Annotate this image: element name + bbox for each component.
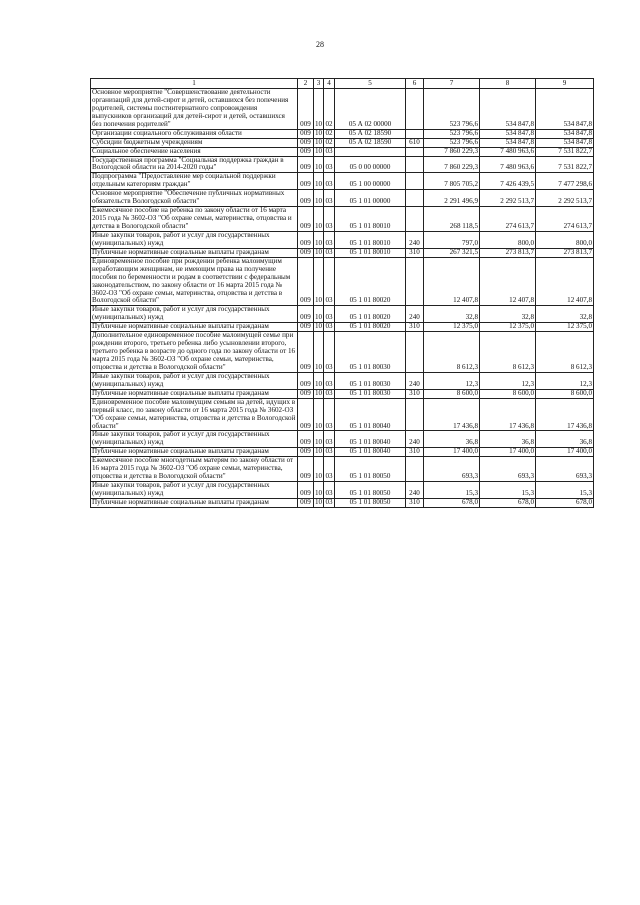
header-row	[91, 79, 594, 89]
subsection-code-cell: 03	[324, 398, 335, 431]
amount-year1-cell: 693,3	[424, 457, 480, 482]
subsection-code-cell: 03	[324, 431, 335, 448]
amount-year2-cell: 273 813,7	[480, 248, 536, 257]
amount-year2-cell: 678,0	[480, 498, 536, 507]
amount-year1-cell: 523 796,6	[424, 89, 480, 130]
section-code-cell: 10	[314, 173, 324, 190]
amount-year3-cell: 36,8	[536, 431, 594, 448]
section-code-cell: 10	[315, 447, 323, 456]
target-article-cell: 05 1 01 80010	[335, 248, 406, 257]
row-name-cell: Публичные нормативные социальные выплаты гражданам	[91, 448, 298, 457]
ministry-code-cell: 009	[298, 389, 314, 398]
subsection-code-cell: 03	[324, 457, 335, 482]
section-code-cell: 10	[314, 457, 324, 482]
subsection-code-cell: 03	[324, 231, 335, 248]
subsection-code-cell: 03	[324, 156, 335, 173]
row-name-cell: Иные закупки товаров, работ и услуг для государственных (муниципальных) нужд	[91, 231, 298, 248]
row-name-cell: Основное мероприятие "Совершенствование деятельности организаций для детей-сирот и детей, оставшихся без попечения родителей, системы постинтернатного сопровождения выпускников организаций для детей-сирот и детей, оставшихся без попечения родителей"	[91, 89, 298, 130]
amount-year3-cell: 17 436,8	[536, 398, 594, 431]
expense-type-cell	[406, 156, 424, 173]
expense-type-cell	[406, 147, 424, 156]
amount-year3-cell: 273 813,7	[536, 248, 594, 257]
table-row	[91, 248, 594, 257]
row-name-cell: Иные закупки товаров, работ и услуг для государственных (муниципальных) нужд	[91, 482, 298, 499]
target-article-cell: 05 1 01 80040	[335, 431, 406, 448]
section-code-cell: 10	[314, 89, 324, 130]
amount-year2-cell: 534 847,8	[480, 129, 536, 138]
subsection-code-cell: 03	[325, 322, 333, 331]
amount-year2-cell: 8 612,3	[480, 332, 536, 373]
subsection-code-cell: 03	[325, 248, 333, 256]
amount-year1-cell: 32,8	[424, 306, 480, 323]
expense-type-cell: 610	[406, 138, 424, 147]
target-article-cell: 05 А 02 18590	[335, 138, 406, 147]
header-cell: 7	[424, 79, 480, 89]
amount-year1-cell: 2 291 496,9	[424, 190, 480, 207]
table-row	[91, 306, 594, 323]
amount-year1-cell: 678,0	[424, 498, 480, 507]
header-cell: 1	[91, 79, 298, 89]
row-name-cell: Ежемесячное пособие многодетным матерям по закону области от 16 марта 2015 года № 3602-ОЗ "Об охране семьи, материнства, отцовства и детства в Вологодской области"	[91, 457, 298, 482]
amount-year1-cell: 12 375,0	[424, 323, 480, 332]
target-article-cell: 05 1 01 80040	[335, 398, 406, 431]
target-article-cell: 05 1 01 80040	[335, 448, 406, 457]
expense-type-cell	[406, 89, 424, 130]
amount-year3-cell: 693,3	[536, 457, 594, 482]
amount-year2-cell: 800,0	[480, 231, 536, 248]
expense-type-cell	[406, 173, 424, 190]
section-code-cell: 10	[315, 322, 323, 331]
row-name-cell: Дополнительное единовременное пособие малоимущей семье при рождении второго, третьего ребенка либо усыновлении второго, третьего ребенка в возрасте до одного года по закону области от 16 марта 2015 года № 3602-ОЗ "Об охране семьи, материнства, отцовства и детства в Вологодской области"	[91, 332, 298, 373]
section-code-cell: 10	[314, 207, 324, 232]
header-cell: 2	[298, 79, 314, 89]
amount-year2-cell: 32,8	[480, 306, 536, 323]
table-row	[91, 156, 594, 173]
expense-type-cell: 310	[406, 448, 424, 457]
budget-table	[90, 78, 594, 508]
target-article-cell: 05 1 01 80020	[335, 257, 406, 306]
target-article-cell: 05 0 00 00000	[335, 156, 406, 173]
amount-year1-cell: 17 436,8	[424, 398, 480, 431]
table-row	[91, 448, 594, 457]
target-article-cell: 05 1 01 80030	[335, 332, 406, 373]
section-code-cell: 10	[314, 482, 324, 499]
subsection-code-cell: 03	[324, 306, 335, 323]
budget-table-body	[91, 79, 594, 508]
amount-year2-cell: 274 613,7	[480, 207, 536, 232]
subsection-code-cell: 03	[325, 389, 333, 397]
row-name-cell: Единовременное пособие при рождении ребенка малоимущим неработающим женщинам, не имеющим права на получение пособия по беременности и родам в соответствии с федеральным законодательством, по закону области от 16 марта 2015 года № 3602-ОЗ "Об охране семьи, материнства, отцовства и детства в Вологодской области"	[91, 257, 298, 306]
subsection-code-cell: 03	[324, 332, 335, 373]
row-name-cell: Единовременное пособие малоимущим семьям на детей, идущих в первый класс, по закону области от 16 марта 2015 года № 3602-ОЗ "Об охране семьи, материнства, отцовства и детства в Вологодской области"	[91, 398, 298, 431]
amount-year1-cell: 12 407,8	[424, 257, 480, 306]
subsection-code-cell: 03	[324, 372, 335, 389]
ministry-code-cell: 009	[298, 257, 314, 306]
ministry-code-cell: 009	[298, 457, 314, 482]
ministry-code-cell: 009	[298, 482, 314, 499]
section-code-cell: 10	[315, 138, 323, 146]
amount-year1-cell: 797,0	[424, 231, 480, 248]
expense-type-cell	[406, 207, 424, 232]
table-row	[91, 231, 594, 248]
amount-year2-cell: 7 480 963,6	[480, 147, 536, 156]
ministry-code-cell: 009	[298, 398, 314, 431]
target-article-cell: 05 1 01 80010	[335, 207, 406, 232]
header-cell: 3	[314, 79, 324, 89]
target-article-cell: 05 1 01 80020	[335, 323, 406, 332]
expense-type-cell: 240	[406, 482, 424, 499]
target-article-cell: 05 А 02 00000	[335, 89, 406, 130]
subsection-code-cell: 03	[324, 257, 335, 306]
subsection-code-cell: 03	[324, 207, 335, 232]
subsection-code-cell: 02	[324, 89, 335, 130]
amount-year1-cell: 7 860 229,3	[424, 156, 480, 173]
amount-year3-cell: 7 531 822,7	[536, 147, 594, 156]
target-article-cell: 05 1 01 80030	[335, 389, 406, 398]
section-code-cell: 10	[314, 398, 324, 431]
row-name-cell: Публичные нормативные социальные выплаты гражданам	[91, 498, 298, 507]
amount-year2-cell: 15,3	[480, 482, 536, 499]
amount-year2-cell: 534 847,8	[480, 138, 536, 147]
row-name-cell: Социальное обеспечение населения	[91, 147, 298, 156]
amount-year3-cell: 534 847,8	[536, 138, 594, 147]
header-cell: 6	[406, 79, 424, 89]
section-code-cell: 10	[315, 498, 323, 506]
subsection-code-cell: 02	[325, 138, 333, 146]
subsection-code-cell: 03	[325, 147, 333, 155]
table-row	[91, 457, 594, 482]
subsection-code-cell: 03	[324, 190, 335, 207]
table-row	[91, 398, 594, 431]
ministry-code-cell: 009	[298, 248, 314, 257]
table-row	[91, 332, 594, 373]
table-row	[91, 190, 594, 207]
ministry-code-cell: 009	[298, 448, 314, 457]
section-code-cell: 10	[314, 257, 324, 306]
row-name-cell: Иные закупки товаров, работ и услуг для государственных (муниципальных) нужд	[91, 372, 298, 389]
amount-year2-cell: 8 600,0	[480, 389, 536, 398]
ministry-code-cell: 009	[298, 129, 314, 138]
expense-type-cell: 240	[406, 431, 424, 448]
amount-year1-cell: 523 796,6	[424, 129, 480, 138]
amount-year3-cell: 15,3	[536, 482, 594, 499]
amount-year3-cell: 800,0	[536, 231, 594, 248]
expense-type-cell: 240	[406, 231, 424, 248]
amount-year1-cell: 12,3	[424, 372, 480, 389]
table-row	[91, 431, 594, 448]
target-article-cell: 05 1 01 00000	[335, 190, 406, 207]
amount-year3-cell: 274 613,7	[536, 207, 594, 232]
table-row	[91, 323, 594, 332]
amount-year1-cell: 8 612,3	[424, 332, 480, 373]
table-row	[91, 89, 594, 130]
header-cell: 4	[324, 79, 335, 89]
section-code-cell: 10	[314, 156, 324, 173]
header-cell: 5	[335, 79, 406, 89]
row-name-cell: Ежемесячное пособие на ребенка по закону области от 16 марта 2015 года № 3602-ОЗ "Об охране семьи, материнства, отцовства и детства в Вологодской области"	[91, 207, 298, 232]
amount-year3-cell: 7 477 298,6	[536, 173, 594, 190]
amount-year3-cell: 534 847,8	[536, 89, 594, 130]
amount-year1-cell: 8 600,0	[424, 389, 480, 398]
target-article-cell	[335, 147, 406, 156]
amount-year3-cell: 32,8	[536, 306, 594, 323]
amount-year2-cell: 534 847,8	[480, 89, 536, 130]
ministry-code-cell: 009	[298, 306, 314, 323]
row-name-cell: Иные закупки товаров, работ и услуг для государственных (муниципальных) нужд	[91, 306, 298, 323]
amount-year2-cell: 12,3	[480, 372, 536, 389]
row-name-cell: Субсидии бюджетным учреждениям	[91, 138, 298, 147]
row-name-cell: Государственная программа "Социальная поддержка граждан в Вологодской области на 2014-2020 годы"	[91, 156, 298, 173]
amount-year2-cell: 17 400,0	[480, 448, 536, 457]
row-name-cell: Иные закупки товаров, работ и услуг для государственных (муниципальных) нужд	[91, 431, 298, 448]
row-name-cell: Подпрограмма "Предоставление мер социальной поддержки отдельным категориям граждан"	[91, 173, 298, 190]
amount-year3-cell: 8 600,0	[536, 389, 594, 398]
target-article-cell: 05 1 01 80050	[335, 482, 406, 499]
subsection-code-cell: 03	[324, 482, 335, 499]
amount-year3-cell: 12 407,8	[536, 257, 594, 306]
amount-year1-cell: 17 400,0	[424, 448, 480, 457]
amount-year1-cell: 7 860 229,3	[424, 147, 480, 156]
table-row	[91, 129, 594, 138]
ministry-code-cell: 009	[298, 138, 314, 147]
header-cell: 8	[480, 79, 536, 89]
ministry-code-cell: 009	[298, 323, 314, 332]
table-row	[91, 138, 594, 147]
section-code-cell: 10	[314, 372, 324, 389]
section-code-cell: 10	[314, 332, 324, 373]
subsection-code-cell: 03	[325, 498, 333, 506]
section-code-cell: 10	[315, 389, 323, 397]
expense-type-cell	[406, 457, 424, 482]
expense-type-cell	[406, 190, 424, 207]
row-name-cell: Организации социального обслуживания области	[91, 129, 298, 138]
target-article-cell: 05 1 01 80050	[335, 498, 406, 507]
table-row	[91, 207, 594, 232]
expense-type-cell	[406, 257, 424, 306]
table-row	[91, 482, 594, 499]
target-article-cell: 05 1 00 00000	[335, 173, 406, 190]
row-name-cell: Основное мероприятие "Обеспечение публичных нормативных обязательств Вологодской области"	[91, 190, 298, 207]
amount-year3-cell: 7 531 822,7	[536, 156, 594, 173]
section-code-cell: 10	[315, 147, 323, 155]
target-article-cell: 05 1 01 80050	[335, 457, 406, 482]
row-name-cell: Публичные нормативные социальные выплаты гражданам	[91, 248, 298, 257]
subsection-code-cell: 03	[325, 447, 333, 456]
expense-type-cell: 240	[406, 306, 424, 323]
amount-year2-cell: 2 292 513,7	[480, 190, 536, 207]
row-name-cell: Публичные нормативные социальные выплаты гражданам	[91, 323, 298, 332]
target-article-cell: 05 1 01 80030	[335, 372, 406, 389]
amount-year3-cell: 8 612,3	[536, 332, 594, 373]
section-code-cell: 10	[314, 306, 324, 323]
ministry-code-cell: 009	[298, 156, 314, 173]
amount-year2-cell: 7 480 963,6	[480, 156, 536, 173]
ministry-code-cell: 009	[298, 431, 314, 448]
amount-year2-cell: 7 426 439,5	[480, 173, 536, 190]
amount-year2-cell: 17 436,8	[480, 398, 536, 431]
section-code-cell: 10	[315, 129, 323, 137]
expense-type-cell	[406, 398, 424, 431]
target-article-cell: 05 А 02 18590	[335, 129, 406, 138]
expense-type-cell: 310	[406, 248, 424, 257]
amount-year3-cell: 534 847,8	[536, 129, 594, 138]
amount-year2-cell: 12 407,8	[480, 257, 536, 306]
table-row	[91, 173, 594, 190]
amount-year2-cell: 693,3	[480, 457, 536, 482]
subsection-code-cell: 03	[324, 173, 335, 190]
ministry-code-cell: 009	[298, 207, 314, 232]
header-cell: 9	[536, 79, 594, 89]
ministry-code-cell: 009	[298, 89, 314, 130]
ministry-code-cell: 009	[298, 173, 314, 190]
table-row	[91, 147, 594, 156]
ministry-code-cell: 009	[298, 190, 314, 207]
ministry-code-cell: 009	[298, 498, 314, 507]
amount-year2-cell: 36,8	[480, 431, 536, 448]
table-row	[91, 389, 594, 398]
amount-year1-cell: 267 321,5	[424, 248, 480, 257]
amount-year1-cell: 15,3	[424, 482, 480, 499]
page-number: 28	[316, 40, 324, 49]
amount-year3-cell: 12 375,0	[536, 323, 594, 332]
ministry-code-cell: 009	[298, 372, 314, 389]
ministry-code-cell: 009	[298, 231, 314, 248]
amount-year1-cell: 36,8	[424, 431, 480, 448]
amount-year3-cell: 12,3	[536, 372, 594, 389]
row-name-cell: Публичные нормативные социальные выплаты гражданам	[91, 389, 298, 398]
target-article-cell: 05 1 01 80010	[335, 231, 406, 248]
amount-year2-cell: 12 375,0	[480, 323, 536, 332]
section-code-cell: 10	[315, 248, 323, 256]
expense-type-cell: 310	[406, 498, 424, 507]
amount-year1-cell: 7 805 705,2	[424, 173, 480, 190]
expense-type-cell: 310	[406, 389, 424, 398]
table-row	[91, 498, 594, 507]
amount-year1-cell: 523 796,6	[424, 138, 480, 147]
amount-year1-cell: 268 118,5	[424, 207, 480, 232]
table-row	[91, 257, 594, 306]
expense-type-cell: 240	[406, 372, 424, 389]
amount-year3-cell: 2 292 513,7	[536, 190, 594, 207]
subsection-code-cell: 02	[325, 129, 333, 137]
section-code-cell: 10	[314, 431, 324, 448]
expense-type-cell: 310	[406, 323, 424, 332]
expense-type-cell	[406, 332, 424, 373]
section-code-cell: 10	[314, 231, 324, 248]
expense-type-cell	[406, 129, 424, 138]
ministry-code-cell: 009	[298, 147, 314, 156]
ministry-code-cell: 009	[298, 332, 314, 373]
section-code-cell: 10	[314, 190, 324, 207]
target-article-cell: 05 1 01 80020	[335, 306, 406, 323]
amount-year3-cell: 17 400,0	[536, 448, 594, 457]
table-row	[91, 372, 594, 389]
amount-year3-cell: 678,0	[536, 498, 594, 507]
